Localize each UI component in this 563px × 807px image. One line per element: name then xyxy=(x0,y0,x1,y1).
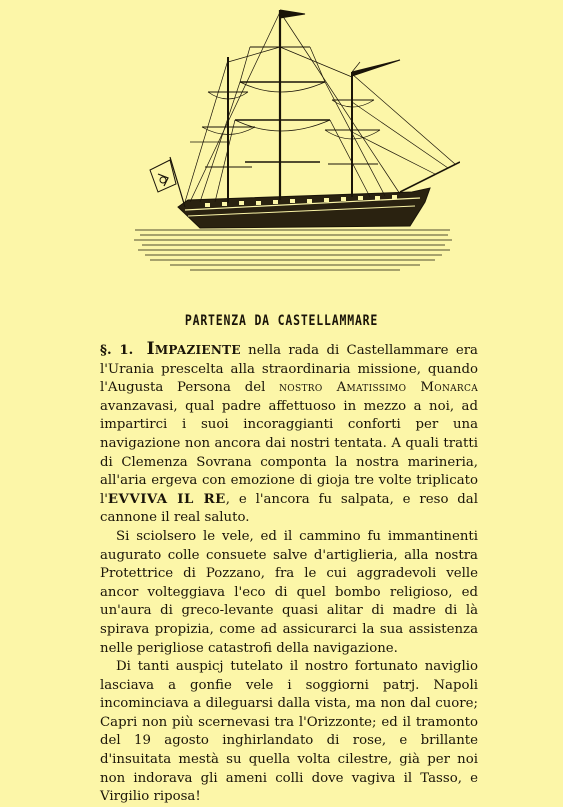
paragraph-1-part-c: , e l'ancora fu salpata, e reso dal cannone il real saluto. xyxy=(100,491,478,526)
ship-engraving-icon xyxy=(130,2,460,282)
paragraph-1-part-a: nella rada di Castellammare era l'Urania prescelta alla straordinaria missione, quando l'Augusta Persona del xyxy=(100,343,478,396)
paragraph-2: Si sciolsero le vele, ed il cammino fu immantinenti augurato colle consuete salve d'artiglieria, alla nostra Protettrice di Pozzano, fra le cui aggradevoli velle ancor volteggiava l'eco di quel bombo religioso, ed un'aura di greco-levante quasi alitar di madre di là spirava propizia, come ad assicurarci la sua assistenza nelle perigliose catastrofi della navigazione. xyxy=(100,528,478,656)
drop-cap-word: Impaziente xyxy=(146,339,241,359)
paragraph-1 xyxy=(100,340,478,528)
paragraph-3: Di tanti auspicj tutelato il nostro fortunato naviglio lasciava a gonfie vele i soggiorni patrj. Napoli incominciava a dileguarsi dalla vista, ma non dal cuore; Capri non più scernevasi tra l'Orizzonte; ed il tramonto del 19 agosto inghirlandato di rose, e brillante d'insuitata mestà su quella volta cilestre, già per noi non indorava gli ameni colli dove vagiva il Tasso, e Virgilio riposa! xyxy=(100,659,478,805)
evviva-phrase: EVVIVA IL RE xyxy=(107,491,226,507)
page-title: PARTENZA DA CASTELLAMMARE xyxy=(184,313,379,329)
paragraph-1-part-b: avanzavasi, qual padre affettuoso in mezzo a noi, ad impartirci i suoi incoraggianti conforti per una navigazione non ancora dai nostri tentata. A quali tratti di Clemenza Sovrana componta la nostra marineria, all'aria ergeva con emozione di gioja tre volte triplicato l' xyxy=(100,398,478,507)
ship-illustration xyxy=(130,2,460,282)
section-mark: §. 1. xyxy=(100,343,134,358)
body-text xyxy=(100,340,478,807)
monarch-phrase: nostro Amatissimo Monarca xyxy=(279,380,478,396)
